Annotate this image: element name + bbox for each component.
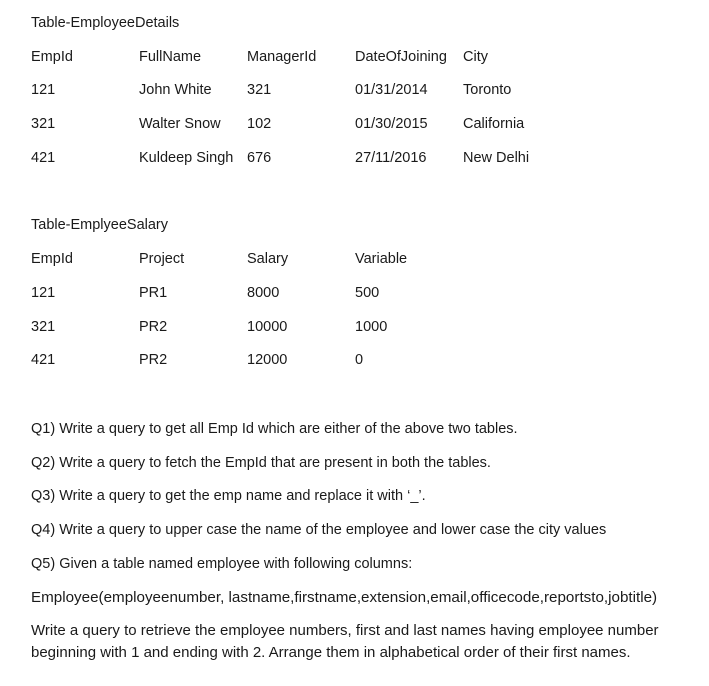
table1-cell: California	[463, 116, 525, 132]
table1-cell: 01/30/2015	[355, 116, 428, 132]
table1-cell: New Delhi	[463, 150, 530, 166]
table1-cell: 01/31/2014	[355, 82, 428, 98]
table1-header-city: City	[463, 49, 488, 65]
table2-cell: 421	[31, 352, 56, 368]
table1-header-managerid: ManagerId	[247, 49, 317, 65]
table1-cell: 27/11/2016	[355, 150, 427, 166]
question-2: Q2) Write a query to fetch the EmpId that are present in both the tables.	[31, 455, 491, 471]
table2-cell: 0	[355, 352, 364, 368]
table1-header-empid: EmpId	[31, 49, 73, 65]
table2-cell: 1000	[355, 319, 388, 335]
question-1: Q1) Write a query to get all Emp Id which are either of the above two tables.	[31, 421, 518, 437]
question-5: Q5) Given a table named employee with following columns:	[31, 556, 413, 572]
table2-title: Table-EmplyeeSalary	[31, 217, 169, 233]
table1-cell: Toronto	[463, 82, 512, 98]
table1-cell: Walter Snow	[139, 116, 221, 132]
table2-cell: 10000	[247, 319, 288, 335]
table2-cell: PR1	[139, 285, 168, 301]
question-5-schema: Employee(employeenumber, lastname,firstname,extension,email,officecode,reportsto,jobtitle)	[31, 589, 658, 606]
table1-cell: 676	[247, 150, 272, 166]
table1-header-fullname: FullName	[139, 49, 202, 65]
question-5-task: Write a query to retrieve the employee numbers, first and last names having employee number beginning with 1 and ending with 2. Arrange them in alphabetical order of their first names.	[31, 622, 659, 661]
table1-cell: John White	[139, 82, 212, 98]
table2-cell: 321	[31, 319, 56, 335]
table2-header-variable: Variable	[355, 251, 408, 267]
table1-header-dateofjoining: DateOfJoining	[355, 49, 447, 65]
table1-cell: 321	[31, 116, 56, 132]
table1-cell: 102	[247, 116, 272, 132]
table1-cell: 121	[31, 82, 56, 98]
table1-cell: 321	[247, 82, 272, 98]
table2-cell: PR2	[139, 319, 168, 335]
question-3: Q3) Write a query to get the emp name and replace it with ‘_’.	[31, 488, 426, 504]
table2-cell: 500	[355, 285, 380, 301]
table1-cell: 421	[31, 150, 56, 166]
question-4: Q4) Write a query to upper case the name of the employee and lower case the city values	[31, 522, 607, 538]
table2-header-empid: EmpId	[31, 251, 73, 267]
table2-cell: 8000	[247, 285, 280, 301]
table1-cell: Kuldeep Singh	[139, 150, 234, 166]
table1-title: Table-EmployeeDetails	[31, 15, 180, 31]
table2-header-salary: Salary	[247, 251, 289, 267]
table2-header-project: Project	[139, 251, 185, 267]
table2-cell: 12000	[247, 352, 288, 368]
table2-cell: 121	[31, 285, 56, 301]
table2-cell: PR2	[139, 352, 168, 368]
